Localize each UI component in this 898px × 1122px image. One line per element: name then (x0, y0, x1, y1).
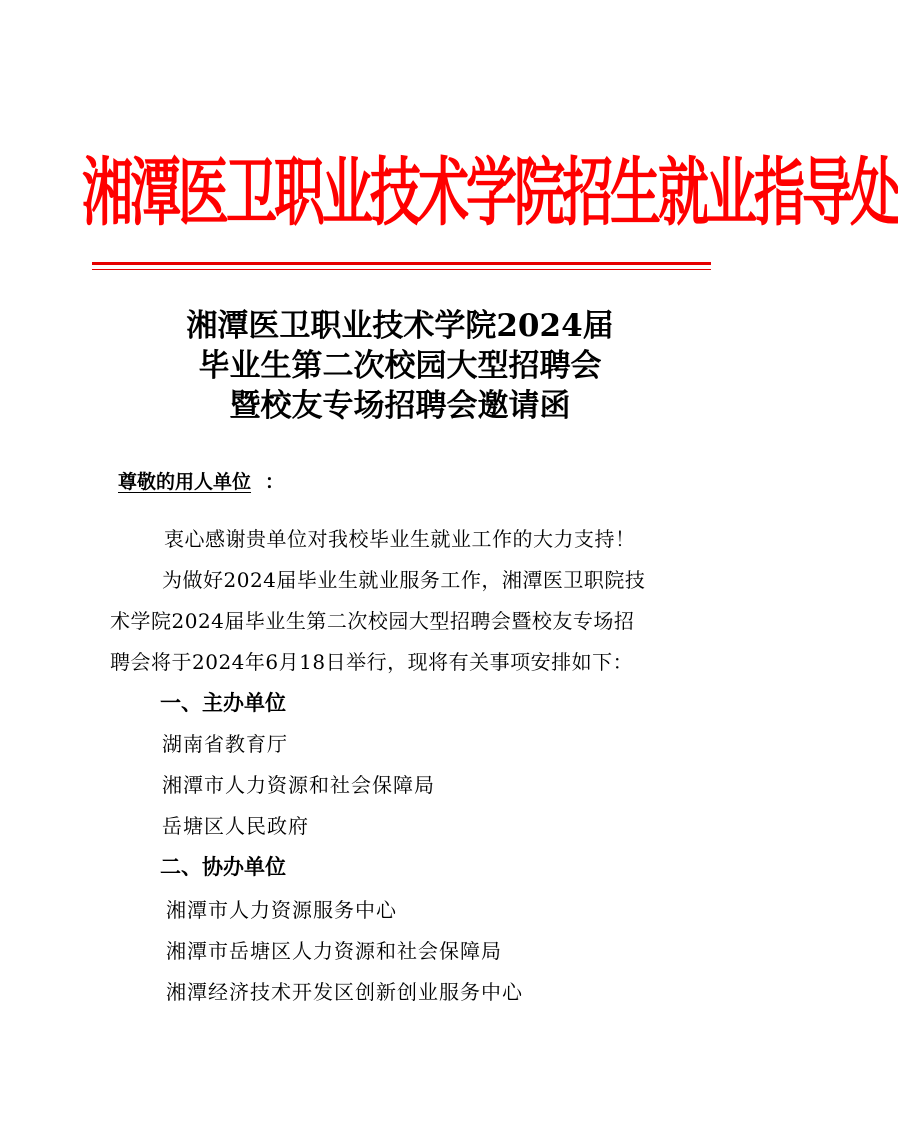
paragraph-intro-line-3: 聘会将于2024年6月18日举行，现将有关事项安排如下： (110, 650, 634, 674)
paragraph-intro-line-1: 为做好2024届毕业生就业服务工作，湘潭医卫职院技 (162, 568, 646, 592)
section-heading-organizers: 一、主办单位 (160, 691, 286, 715)
letterhead-org-name: 湘潭医卫职业技术学院招生就业指导处 (82, 151, 898, 238)
title-line-3: 暨校友专场招聘会邀请函 (229, 388, 571, 424)
co-organizer-item: 湘潭市岳塘区人力资源和社会保障局 (166, 939, 502, 963)
paragraph-thanks: 衷心感谢贵单位对我校毕业生就业工作的大力支持！ (164, 527, 636, 551)
title-line-1: 湘潭医卫职业技术学院2024届 (186, 308, 614, 344)
organizer-item: 岳塘区人民政府 (162, 814, 309, 838)
letterhead-rule-thin (92, 269, 711, 270)
co-organizer-item: 湘潭经济技术开发区创新创业服务中心 (166, 980, 523, 1004)
document-title (100, 306, 700, 426)
co-organizer-item: 湘潭市人力资源服务中心 (166, 898, 397, 922)
salutation-colon: ： (265, 471, 285, 493)
section-heading-co-organizers: 二、协办单位 (160, 855, 286, 879)
salutation (118, 468, 284, 496)
salutation-recipient: 尊敬的用人单位 (118, 471, 252, 493)
paragraph-intro-line-2: 术学院2024届毕业生第二次校园大型招聘会暨校友专场招 (110, 609, 635, 633)
letterhead-rule-thick (92, 262, 711, 265)
organizer-item: 湖南省教育厅 (162, 732, 288, 756)
title-line-2: 毕业生第二次校园大型招聘会 (198, 348, 602, 384)
organizer-item: 湘潭市人力资源和社会保障局 (162, 773, 435, 797)
